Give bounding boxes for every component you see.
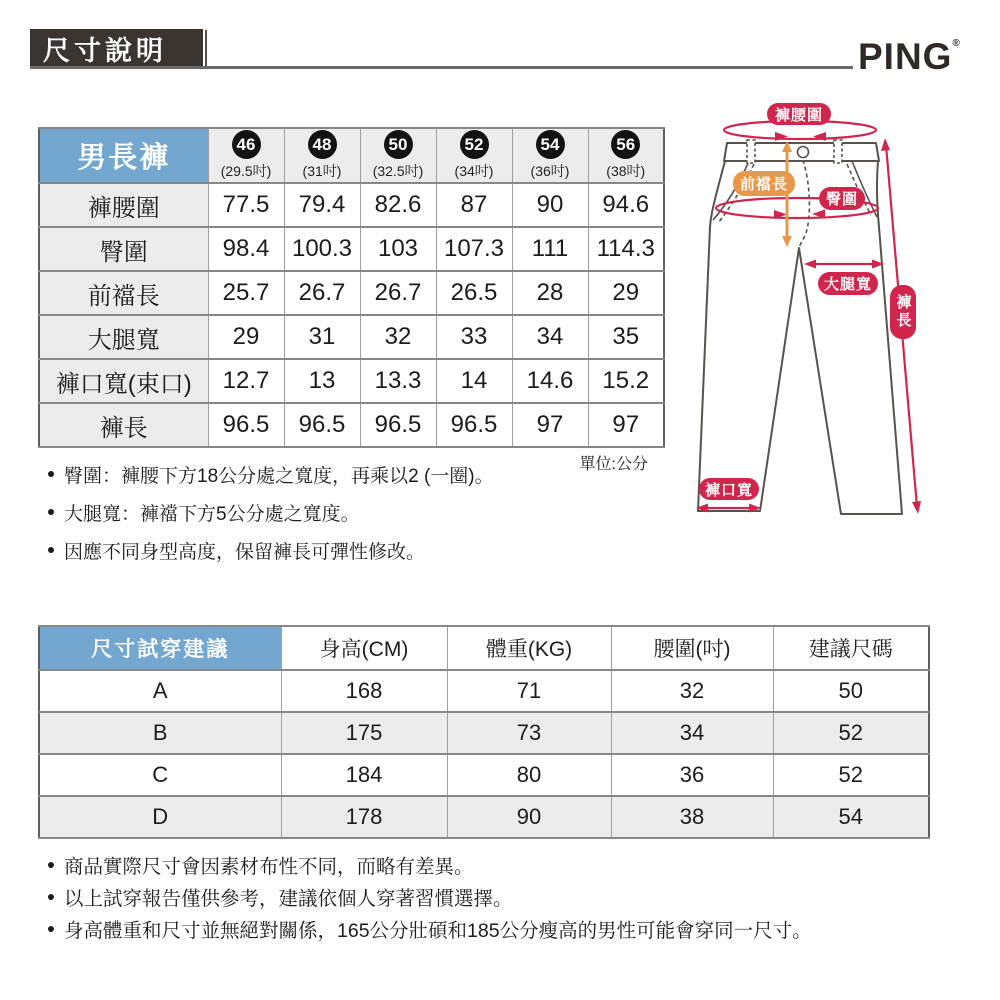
cell: 98.4: [208, 227, 284, 271]
thigh-label-badge: 大腿寬: [818, 272, 878, 295]
cell: 29: [588, 271, 664, 315]
row-label: 前襠長: [39, 271, 208, 315]
cell: 33: [436, 315, 512, 359]
cell: 13: [284, 359, 360, 403]
note-text: 大腿寬：褲襠下方5公分處之寬度。: [64, 503, 360, 525]
fit-row-D: [39, 796, 929, 838]
cell: 52: [773, 754, 929, 796]
cell: 34: [611, 712, 773, 754]
registered-mark: ®: [952, 38, 961, 49]
bullet-dot: [48, 471, 54, 477]
note-line: [48, 493, 494, 531]
table-row-thigh: [39, 315, 664, 359]
cell: 13.3: [360, 359, 436, 403]
cell: 31: [284, 315, 360, 359]
cell: 90: [447, 796, 611, 838]
row-label: C: [39, 754, 281, 796]
cell: 34: [512, 315, 588, 359]
row-label: D: [39, 796, 281, 838]
bullet-dot: [48, 926, 54, 932]
cell: 36: [611, 754, 773, 796]
size-header-50: [360, 128, 436, 183]
table-row-length: [39, 403, 664, 447]
note-text: 因應不同身型高度，保留褲長可彈性修改。: [64, 541, 426, 563]
row-label: 褲口寬(束口): [39, 359, 208, 403]
hip-label-badge: 臀圍: [819, 187, 865, 210]
belt-loop: [834, 140, 842, 163]
header-divider: [30, 66, 853, 69]
bullet-dot: [48, 547, 54, 553]
cell: 26.7: [284, 271, 360, 315]
cell: 32: [611, 670, 773, 712]
cell: 14: [436, 359, 512, 403]
bullet-dot: [48, 894, 54, 900]
cell: 77.5: [208, 183, 284, 227]
size-circle-badge: 50: [384, 130, 413, 159]
cell: 111: [512, 227, 588, 271]
cell: 103: [360, 227, 436, 271]
column-header-height: 身高(CM): [281, 626, 447, 670]
bullet-dot: [48, 862, 54, 868]
note-line: [48, 913, 812, 945]
row-label: 褲腰圍: [39, 183, 208, 227]
cell: 90: [512, 183, 588, 227]
table-row-waist: [39, 183, 664, 227]
size-circle-badge: 52: [460, 130, 489, 159]
table-row-hip: [39, 227, 664, 271]
size-header-46: [208, 128, 284, 183]
note-line: [48, 849, 812, 881]
size-header-56: [588, 128, 664, 183]
row-label: 褲長: [39, 403, 208, 447]
size-header-48: [284, 128, 360, 183]
cell: 50: [773, 670, 929, 712]
title-tab-border: [205, 30, 207, 67]
cell: 96.5: [284, 403, 360, 447]
page-title: 尺寸說明: [30, 29, 203, 67]
cell: 14.6: [512, 359, 588, 403]
note-line: [48, 531, 494, 569]
cell: 100.3: [284, 227, 360, 271]
brand-logo: [858, 36, 961, 78]
cell: 97: [512, 403, 588, 447]
waist-label-badge: 褲腰圍: [767, 103, 831, 125]
size-circle-badge: 54: [536, 130, 565, 159]
column-header-waist: 腰圍(吋): [611, 626, 773, 670]
cell: 32: [360, 315, 436, 359]
cell: 73: [447, 712, 611, 754]
cell: 175: [281, 712, 447, 754]
size-circle-badge: 46: [232, 130, 261, 159]
cell: 52: [773, 712, 929, 754]
cell: 28: [512, 271, 588, 315]
note-line: [48, 881, 812, 913]
cell: 96.5: [436, 403, 512, 447]
size-table-header-row: [39, 128, 664, 183]
length-label-badge: 褲長: [890, 285, 916, 339]
size-chart-table: [38, 127, 665, 448]
size-inch-label: (38吋): [606, 163, 646, 179]
cell: 168: [281, 670, 447, 712]
fit-suggestion-table: [38, 625, 930, 839]
size-inch-label: (31吋): [302, 163, 342, 179]
size-inch-label: (36吋): [530, 163, 570, 179]
row-label: B: [39, 712, 281, 754]
cell: 12.7: [208, 359, 284, 403]
column-header-weight: 體重(KG): [447, 626, 611, 670]
row-label: 臀圍: [39, 227, 208, 271]
cell: 71: [447, 670, 611, 712]
table-row-front-rise: [39, 271, 664, 315]
fit-table-header-row: [39, 626, 929, 670]
cell: 15.2: [588, 359, 664, 403]
note-text: 身高體重和尺寸並無絕對關係，165公分壯碩和185公分瘦高的男性可能會穿同一尺寸。: [64, 920, 812, 942]
product-label: 男長褲: [39, 128, 208, 183]
cell: 97: [588, 403, 664, 447]
fit-row-B: [39, 712, 929, 754]
cell: 26.7: [360, 271, 436, 315]
front-rise-label-badge: 前襠長: [733, 171, 795, 196]
fit-row-C: [39, 754, 929, 796]
cell: 80: [447, 754, 611, 796]
cell: 94.6: [588, 183, 664, 227]
fit-row-A: [39, 670, 929, 712]
size-inch-label: (34吋): [454, 163, 494, 179]
cell: 54: [773, 796, 929, 838]
cell: 35: [588, 315, 664, 359]
fit-table-title: 尺寸試穿建議: [39, 626, 281, 670]
table-row-hem: [39, 359, 664, 403]
size-circle-badge: 56: [611, 130, 640, 159]
size-inch-label: (32.5吋): [372, 163, 424, 179]
size-inch-label: (29.5吋): [220, 163, 272, 179]
bullet-dot: [48, 509, 54, 515]
row-label: A: [39, 670, 281, 712]
cell: 26.5: [436, 271, 512, 315]
size-header-54: [512, 128, 588, 183]
cell: 96.5: [360, 403, 436, 447]
cell: 25.7: [208, 271, 284, 315]
cell: 38: [611, 796, 773, 838]
cell: 107.3: [436, 227, 512, 271]
cell: 82.6: [360, 183, 436, 227]
size-circle-badge: 48: [308, 130, 337, 159]
cell: 87: [436, 183, 512, 227]
cell: 79.4: [284, 183, 360, 227]
note-line: [48, 455, 494, 493]
row-label: 大腿寬: [39, 315, 208, 359]
cell: 29: [208, 315, 284, 359]
column-header-size: 建議尺碼: [773, 626, 929, 670]
cell: 184: [281, 754, 447, 796]
note-text: 以上試穿報告僅供參考，建議依個人穿著習慣選擇。: [64, 888, 513, 910]
size-table-notes: [48, 455, 494, 569]
cell: 178: [281, 796, 447, 838]
size-header-52: [436, 128, 512, 183]
note-text: 商品實際尺寸會因素材布性不同，而略有差異。: [64, 856, 474, 878]
footer-notes: [48, 849, 812, 945]
brand-text: PING: [858, 36, 953, 77]
belt-loop: [747, 140, 755, 163]
cell: 114.3: [588, 227, 664, 271]
hem-label-badge: 褲口寬: [699, 478, 759, 500]
button: [798, 147, 809, 158]
cell: 96.5: [208, 403, 284, 447]
note-text: 臀圍：褲腰下方18公分處之寬度，再乘以2 (一圈)。: [64, 465, 494, 487]
unit-label: 單位:公分: [579, 456, 648, 473]
